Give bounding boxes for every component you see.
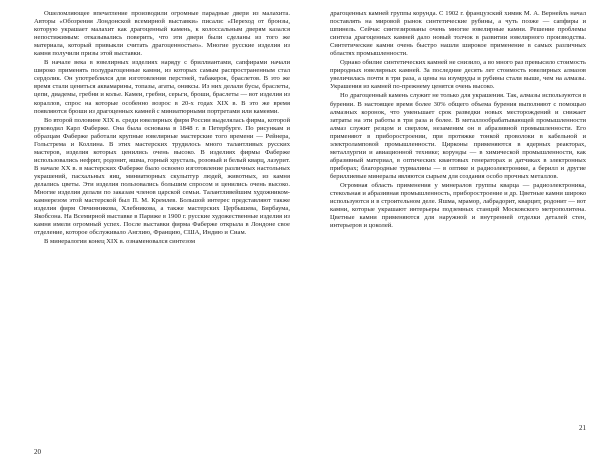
- page-number: 21: [579, 424, 586, 432]
- right-page-text: [330, 10, 586, 230]
- paragraph: В минералогии конец XIX в. ознаменовался синтезом: [44, 238, 196, 246]
- paragraph: В начале века в ювелирных изделиях наряду с бриллиантами, сапфирами начали широко применять полудрагоценные камни, из которых самым распространенным стал сердолик. Он употреблялся для изготовления перстней, табакерок, браслетов. В это же время стали цениться аквамарины, топазы, агаты, ониксы. Из них делали бусы, браслеты, цепи, диадемы, гребни и колье. Камеи, гребни, серьги, броши, браслеты — вот изделия из кораллов, спрос на которые особенно возрос в 20-х годах XIX в. В это же время появляются броши из драгоценных камней с миниатюрными портретами или камеями.: [34, 59, 290, 115]
- page-number: 20: [34, 448, 41, 456]
- right-page: [300, 0, 600, 470]
- paragraph: драгоценных камней группы корунда. С 1902 г. французский химик М. А. Вернейль начал поставлять на мировой рынок синтетические рубины, а чуть позже — сапфиры и шпинель. Сейчас синтезированы очень многие ювелирные камни. Решение проблемы синтеза драгоценных камней дало новый толчок в развитии ювелирного производства. Синтетические камни очень быстро нашли широкое применение в самых различных областях промышленности.: [330, 10, 586, 58]
- paragraph: Однако обилие синтетических камней не снизило, а во много раз превысило стоимость природных ювелирных камней. За последние десять лет стоимость ювелирных алмазов увеличилась почти в три раза, а цены на изумруды и рубины стали выше, чем на алмазы. Украшения из камней по-прежнему ценятся очень высоко.: [330, 59, 586, 91]
- paragraph: Во второй половине XIX в. среди ювелирных фирм России выделялась фирма, которой руководил Карл Фаберже. Она была основана в 1848 г. в Петербурге. По рисункам и образцам Фаберже работали крупные ювелирные мастерские того времени — Рейнера, Гольстрема и Коллина. В этих мастерских трудилось много талантливых русских мастеров, изделия которых ценились очень высоко. В изделиях фирмы Фаберже использовались нефрит, родонит, яшма, горный хрусталь, розовый и белый кварц, лазурит. В начале XX в. в мастерских Фаберже было освоено изготовление различных настольных украшений, пасхальных яиц, миниатюрных скульптур людей, животных, из камня делались цветы. Эти изделия пользовались большим спросом и ценились очень высоко. Многие изделия делали по заказам членов царской семьи. Талантливейшим художником-камнерезом этой мастерской был П. М. Кремлев. Большой интерес представляют также изделия фирм Овчинникова, Хлебникова, а также мастерских Цербышева, Бирбаума, Якобсона. На Всемирной выставке в Париже в 1900 г. русские художественные изделия из камня имели огромный успех. После выставки фирма Фаберже открыла в Лондоне свое отделение, которое обслуживало Англию, Францию, США, Индию и Сиам.: [34, 116, 290, 237]
- left-page-text: [34, 10, 290, 246]
- paragraph: Ошеломляющее впечатление производили огромные парадные двери из малахита. Авторы «Обозрения Лондонской всемирной выставки» писали: «Переход от бронзы, которую украшает малахит как драгоценный камень, к колоссальным дверям казался непостижимым: отказывались поверить, что эти двери были сделаны из того же материала, который привыкли считать драгоценностью». Многие русские изделия из камня получили призы этой выставки.: [34, 10, 290, 58]
- paragraph: Огромная область применения у минералов группы кварца — радиоэлектроника, стекольная и абразивная промышленность, приборостроение и др. Цветные камни широко используются и в строительном деле. Яшма, мрамор, лабрадорит, кварцит, родонит — вот камни, которые украшают интерьеры подземных станций Московского метрополитена. Цветные камни применяются для наружной и внутренней отделки деталей стен, интерьеров и цоколей.: [330, 181, 586, 230]
- paragraph: Но драгоценный камень служит не только для украшения. Так, алмазы используются в бурении. В настоящее время более 30% общего объема бурения выполняют с помощью алмазных коронок, что уменьшает срок разведки новых месторождений и снижает затраты на эти работы в три раза и более. В металлообрабатывающей промышленности алмаз служит резцом и сверлом, незаменим он в абразивной промышленности. Его применяют в приборостроении, при протяжке тонкой проволоки в кабельной и электроламповой промышленности. Цирконы применяются в ядерных реакторах, металлургии и авиационной технике; корунды — в химической промышленности, как абразивный материал, в оптических квантовых генераторах и датчиках в электронных приборах; благородные турмалины — в оптике и радиоэлектронике, а берилл и другие бериллиевые минералы являются сырьем для создания особо прочных металлов.: [330, 92, 586, 180]
